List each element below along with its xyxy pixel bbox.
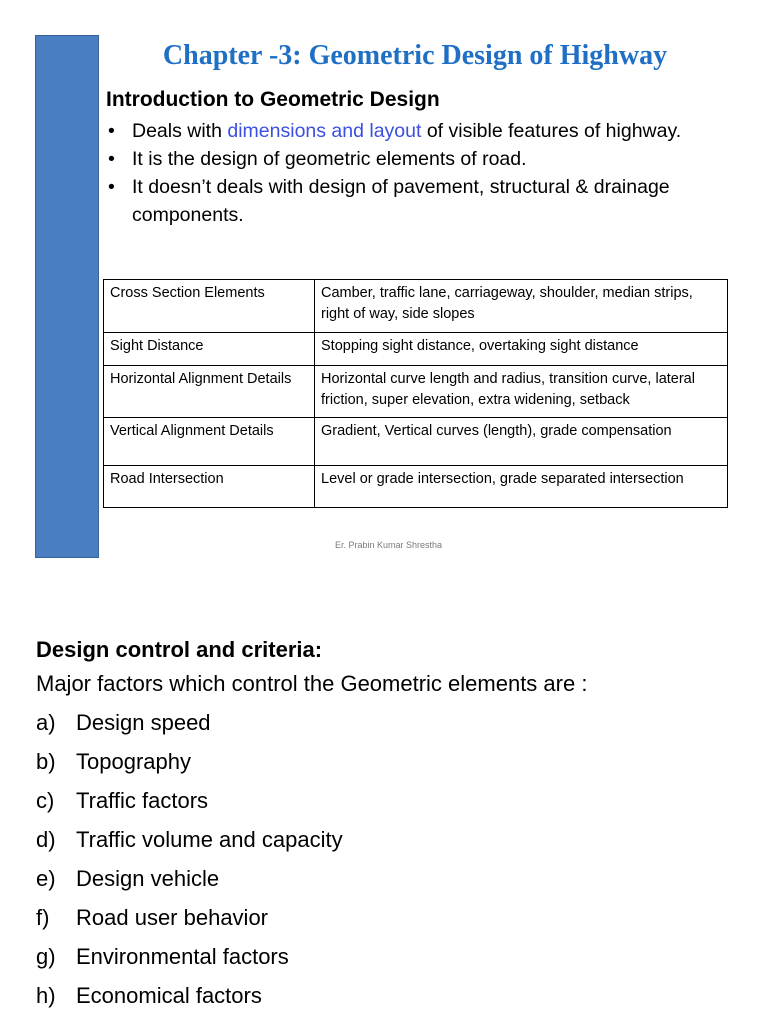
table-cell-element: Horizontal Alignment Details <box>104 366 315 418</box>
bullet-highlight-text: dimensions and layout <box>227 120 422 142</box>
list-item-text: Design speed <box>76 710 211 735</box>
slide-subtitle: Introduction to Geometric Design <box>106 88 440 111</box>
bullet-item <box>106 145 736 173</box>
table-row <box>104 280 728 333</box>
slide-footer-author: Er. Prabin Kumar Shrestha <box>335 540 443 550</box>
table-cell-element: Sight Distance <box>104 333 315 366</box>
bullet-text: It is the design of geometric elements of road. <box>132 148 527 170</box>
bullet-list <box>106 117 736 229</box>
list-item-label: h) <box>36 983 56 1008</box>
list-item <box>36 703 736 742</box>
list-item <box>36 781 736 820</box>
list-item-text: Traffic volume and capacity <box>76 827 343 852</box>
list-item-text: Traffic factors <box>76 788 209 813</box>
design-control-section <box>36 636 736 1015</box>
table-cell-details: Horizontal curve length and radius, transition curve, lateral friction, super elevation, extra widening, setback <box>315 366 728 418</box>
list-item <box>36 742 736 781</box>
list-item-label: a) <box>36 710 56 735</box>
list-item-text: Economical factors <box>76 983 262 1008</box>
list-item-text: Environmental factors <box>76 944 289 969</box>
section-heading: Design control and criteria: <box>36 637 323 662</box>
list-item-label: f) <box>36 905 50 930</box>
section-intro: Major factors which control the Geometric elements are : <box>36 671 588 696</box>
bullet-item <box>106 117 736 145</box>
list-item-label: c) <box>36 788 55 813</box>
geometric-elements-table <box>103 279 728 508</box>
bullet-text-cont: of visible features of highway. <box>421 120 682 142</box>
table-cell-element: Cross Section Elements <box>104 280 315 333</box>
slide-title: Chapter -3: Geometric Design of Highway <box>162 40 668 71</box>
bullet-text: It doesn’t deals with design of pavement, structural & drainage components. <box>132 176 670 226</box>
list-item-text: Design vehicle <box>76 866 220 891</box>
factor-list <box>36 703 736 1015</box>
list-item <box>36 859 736 898</box>
bullet-text: Deals with <box>132 120 228 142</box>
table-row <box>104 333 728 366</box>
table-row <box>104 366 728 418</box>
list-item-text: Topography <box>76 749 191 774</box>
list-item-label: d) <box>36 827 56 852</box>
table-cell-details: Gradient, Vertical curves (length), grade compensation <box>315 418 728 466</box>
table-cell-details: Level or grade intersection, grade separated intersection <box>315 466 728 508</box>
bullet-item <box>106 173 736 229</box>
table-cell-details: Stopping sight distance, overtaking sight distance <box>315 333 728 366</box>
list-item <box>36 898 736 937</box>
table-row <box>104 418 728 466</box>
list-item-text: Road user behavior <box>76 905 269 930</box>
list-item <box>36 820 736 859</box>
list-item-label: g) <box>36 944 56 969</box>
table-cell-element: Vertical Alignment Details <box>104 418 315 466</box>
list-item <box>36 976 736 1015</box>
list-item-label: e) <box>36 866 56 891</box>
list-item-label: b) <box>36 749 56 774</box>
list-item <box>36 937 736 976</box>
table-cell-element: Road Intersection <box>104 466 315 508</box>
slide-sidebar-bar <box>35 35 99 558</box>
table-row <box>104 466 728 508</box>
table-cell-details: Camber, traffic lane, carriageway, shoulder, median strips, right of way, side slopes <box>315 280 728 333</box>
